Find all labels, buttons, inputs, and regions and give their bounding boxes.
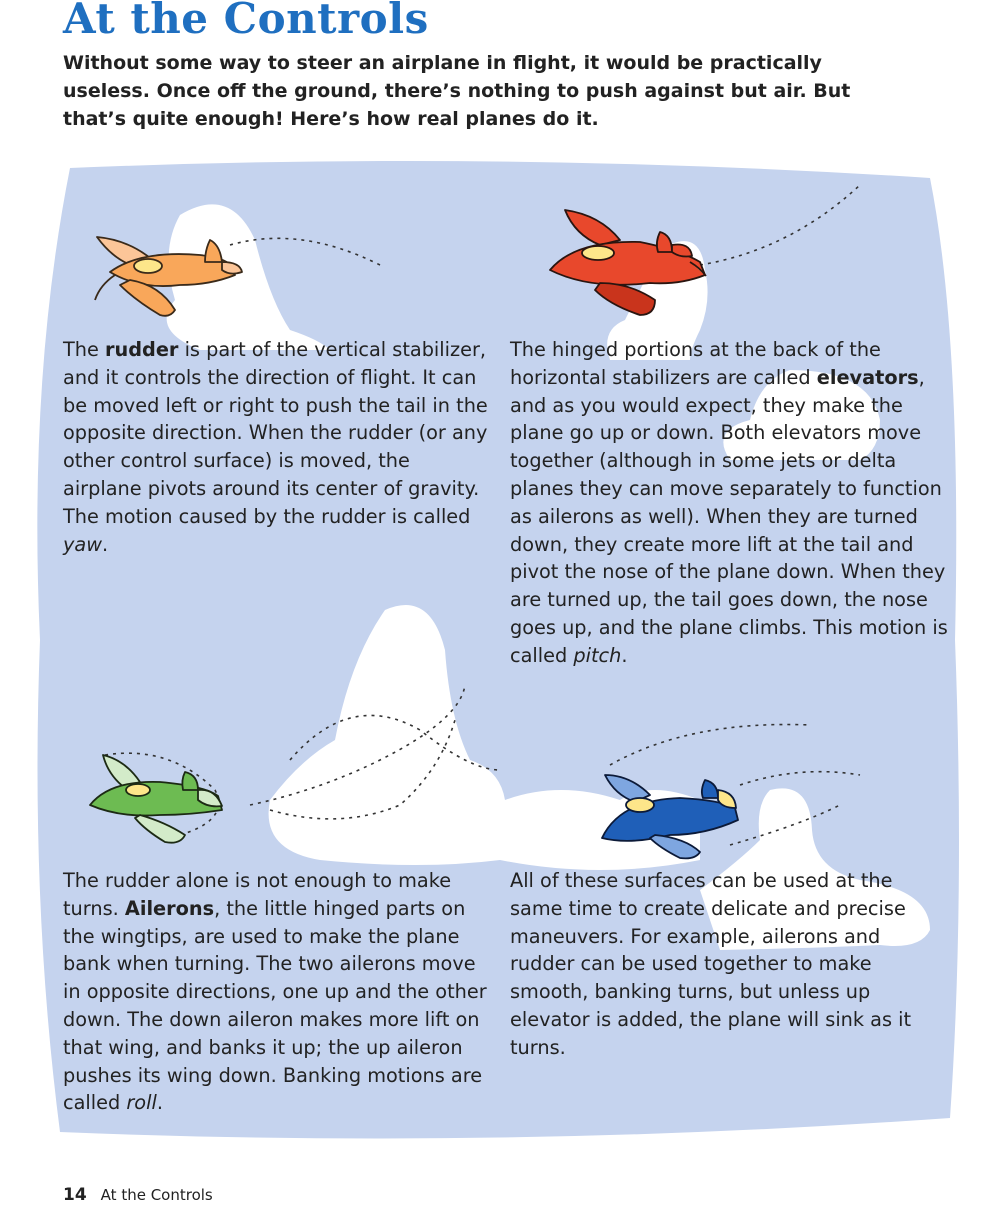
elevators-term: elevators (816, 365, 919, 389)
roll-term: roll (126, 1091, 157, 1115)
elevators-paragraph: The hinged portions at the back of the horizontal stabilizers are called elevators, and as you would expect, they make the plane go up or down. Both elevators move together (although in some jets or delta planes they can move separately to function as ailerons as well). When they are turned down, they create more lift at the tail and pivot the nose of the plane down. When they are turned up, the tail goes down, the nose goes up, and the plane climbs. This motion is called pitch. (510, 338, 948, 667)
ailerons-term: Ailerons (124, 896, 215, 920)
page-title: At the Controls (63, 0, 429, 43)
combined-controls-paragraph: All of these surfaces can be used at the same time to create delicate and precise maneuvers. For example, ailerons and rudder can be used together to make smooth, banking turns, but unless up elevator is added, the plane will sink as it turns. (510, 869, 912, 1059)
rudder-paragraph: The rudder is part of the vertical stabilizer, and it controls the direction of flight. It can be moved left or right to push the tail in the opposite direction. When the rudder (or any other control surface) is moved, the airplane pivots around its center of gravity. The motion caused by the rudder is called yaw. (63, 338, 488, 556)
intro-paragraph: Without some way to steer an airplane in flight, it would be practically useless. Once off the ground, there’s nothing to push against but air. But that’s quite enough! Here’s how real planes do it. (63, 52, 851, 130)
page-number: 14 (63, 1185, 87, 1205)
rudder-term: rudder (105, 338, 179, 361)
pitch-term: pitch (573, 643, 622, 667)
page-footer (63, 1185, 213, 1205)
running-title: At the Controls (100, 1186, 213, 1204)
ailerons-paragraph: The rudder alone is not enough to make turns. Ailerons, the little hinged parts on the wingtips, are used to make the plane bank when turning. The two ailerons move in opposite directions, one up and the other down. The down aileron makes more lift on that wing, and banks it up; the up aileron pushes its wing down. Banking motions are called roll. (63, 869, 487, 1115)
yaw-term: yaw (63, 532, 102, 556)
